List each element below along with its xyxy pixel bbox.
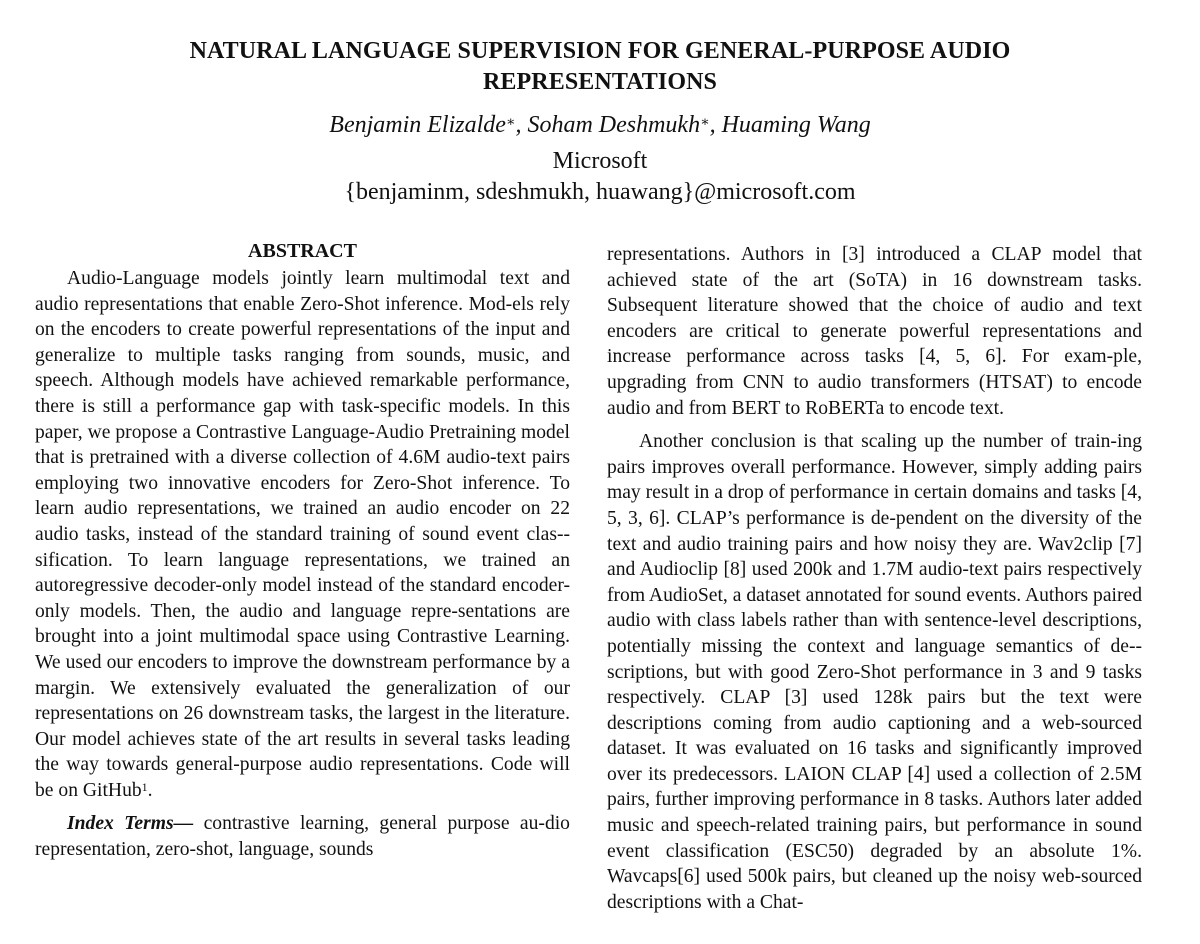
- left-column: [35, 238, 570, 863]
- abstract-end: .: [147, 779, 153, 801]
- footnote-mark: 1: [141, 779, 148, 794]
- author-list: [100, 110, 1100, 140]
- right-column: [607, 242, 1142, 915]
- author-name: Huaming Wang: [721, 112, 871, 138]
- abstract-text: Audio-Language models jointly learn multimodal text and audio representations that enable Zero-Shot inference. Mod-els rely on the encoders to create powerful representations of the input and generalize to multiple tasks ranging from sounds, music, and speech. Although models have achieved remarkable performance, there is still a performance gap with task-specific models. In this paper, we propose a Contrastive Language-Audio Pretraining model that is pretrained with a diverse collection of 4.6M audio-text pairs employing two innovative encoders for Zero-Shot inference. To learn audio representations, we trained an audio encoder on 22 audio tasks, instead of the standard training of sound event clas-sification. To learn language representations, we trained an autoregressive decoder-only model instead of the standard encoder-only models. Then, the audio and language repre-sentations are brought into a joint multimodal space using Contrastive Learning. We used our encoders to improve the downstream performance by a margin. We extensively evaluated the generalization of our representations on 26 downstream tasks, the largest in the literature. Our model achieves state of the art results in several tasks leading the way towards general-purpose audio representations. Code will be on GitHub: [35, 268, 570, 801]
- intro-paragraph-2: Another conclusion is that scaling up the number of train-ing pairs improves overall performance. However, simply adding pairs may result in a drop of performance in certain domains and tasks [4, 5, 3, 6]. CLAP’s performance is de-pendent on the diversity of the text and audio training pairs and how noisy they are. Wav2clip [7] and Audioclip [8] used 200k and 1.7M audio-text pairs respectively from AudioSet, a dataset annotated for sound events. Authors paired audio with class labels rather than with sentence-level descriptions, potentially missing the context and language semantics of de-scriptions, but with good Zero-Shot performance in 3 and 9 tasks respectively. CLAP [3] used 128k pairs but the text were descriptions coming from audio captioning and a web-sourced dataset. It was evaluated on 16 tasks and significantly improved over its predecessors. LAION CLAP [4] used a collection of 2.5M pairs, further improving performance in 8 tasks. Authors later added music and speech-related training pairs, but performance in sound event classification (ESC50) degraded by an absolute 1%. Wavcaps[6] used 500k pairs, but cleaned up the noisy web-sourced descriptions with a Chat-: [607, 431, 1142, 913]
- affiliation: Microsoft: [552, 148, 648, 174]
- author-separator: ,: [515, 112, 528, 138]
- index-terms-label: Index Terms—: [67, 813, 194, 835]
- equal-contribution-mark: ∗: [700, 115, 710, 130]
- author-name: Benjamin Elizalde: [329, 112, 506, 138]
- author-name: Soham Deshmukh: [527, 112, 701, 138]
- index-terms-paragraph: [35, 811, 570, 862]
- intro-paragraph-1: representations. Authors in [3] introduced a CLAP model that achieved state of the art (SoTA) in 16 downstream tasks. Subsequent literature showed that the choice of audio and text encoders are critical to generate powerful representations and increase performance across tasks [4, 5, 6]. For exam-ple, upgrading from CNN to audio transformers (HTSAT) to encode audio and from BERT to RoBERTa to encode text.: [607, 244, 1142, 419]
- title-line-1: NATURAL LANGUAGE SUPERVISION FOR GENERAL-PURPOSE AUDIO: [189, 38, 1011, 64]
- index-terms-text: contrastive learning, general purpose au-dio representation, zero-shot, language, sounds: [35, 813, 570, 861]
- title-line-2: REPRESENTATIONS: [483, 69, 717, 95]
- paper-title: [100, 36, 1100, 98]
- abstract-paragraph: [35, 266, 570, 803]
- abstract-heading: ABSTRACT: [248, 240, 357, 262]
- author-emails: {benjaminm, sdeshmukh, huawang}@microsoft.com: [344, 179, 856, 205]
- author-separator: ,: [709, 112, 722, 138]
- equal-contribution-mark: ∗: [505, 115, 516, 130]
